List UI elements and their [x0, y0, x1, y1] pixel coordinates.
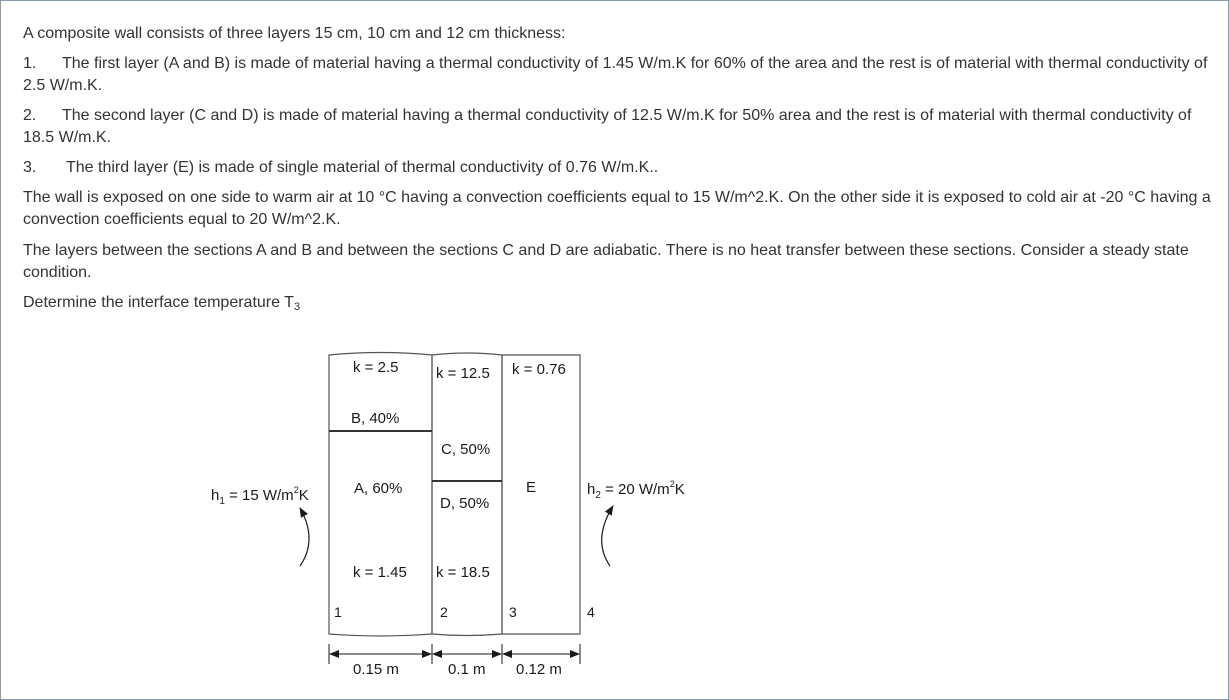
h1-subscript: 1	[219, 496, 225, 507]
dim-label-3: 0.12 m	[516, 661, 562, 678]
adiabatic-text: The layers between the sections A and B and between the sections C and D are adiabatic. There is no heat transfer between these sections. Consider a steady state condition.	[23, 242, 1189, 281]
list-item-2-text: The second layer (C and D) is made of material having a thermal conductivity of 12.5 W/m.K for 50% area and the rest is of material with thermal conductivity of 18.5 W/m.K.	[23, 107, 1192, 146]
k-d-label: k = 18.5	[436, 564, 490, 581]
list-item-3-number: 3.	[23, 159, 37, 176]
cold-air-arrow-icon	[602, 506, 613, 566]
list-item-1-number: 1.	[23, 55, 37, 72]
h2-unit: K	[674, 481, 685, 498]
c-section-label: C, 50%	[441, 441, 491, 458]
k-c-label: k = 12.5	[436, 365, 490, 382]
intro-text: A composite wall consists of three layers 15 cm, 10 cm and 12 cm thickness:	[23, 25, 566, 42]
h1-unit: K	[298, 487, 309, 504]
dim-label-2: 0.1 m	[448, 661, 486, 678]
node-1-label: 1	[334, 604, 342, 620]
d-section-label: D, 50%	[440, 495, 490, 512]
question-subscript: 3	[293, 301, 301, 313]
node-2-label: 2	[440, 604, 448, 620]
warm-air-arrow-icon	[300, 508, 309, 566]
layer-3-outline	[502, 355, 580, 634]
list-item-1-text: The first layer (A and B) is made of material having a thermal conductivity of 1.45 W/m.K for 60% of the area and the rest is of material with thermal conductivity of 2.5 W/m.K.	[23, 55, 1208, 94]
h1-symbol: h	[211, 487, 220, 504]
exposure-text: The wall is exposed on one side to warm air at 10 °C having a convection coefficients equal to 15 W/m^2.K. On the other side it is exposed to cold air at -20 °C having a convection coefficients equal to 20 W/m^2.K.	[23, 189, 1211, 228]
dim-label-1: 0.15 m	[353, 661, 399, 678]
h1-label	[211, 485, 309, 507]
k-b-label: k = 2.5	[353, 359, 399, 376]
node-4-label: 4	[587, 604, 595, 620]
h2-label	[587, 479, 685, 501]
node-3-label: 3	[509, 604, 517, 620]
list-item-3-text: The third layer (E) is made of single material of thermal conductivity of 0.76 W/m.K..	[66, 159, 659, 176]
h2-superscript: 2	[669, 479, 675, 489]
a-section-label: A, 60%	[354, 480, 403, 497]
k-a-label: k = 1.45	[353, 564, 407, 581]
k-e-label: k = 0.76	[512, 361, 566, 378]
h1-value: = 15 W/m	[224, 487, 294, 504]
h2-value: = 20 W/m	[600, 481, 670, 498]
list-item-2-number: 2.	[23, 107, 37, 124]
e-section-label: E	[526, 479, 537, 496]
h2-symbol: h	[587, 481, 596, 498]
question-prefix: Determine the interface temperature T	[23, 294, 294, 311]
b-section-label: B, 40%	[351, 410, 400, 427]
h1-superscript: 2	[293, 485, 299, 495]
h2-subscript: 2	[595, 490, 601, 501]
